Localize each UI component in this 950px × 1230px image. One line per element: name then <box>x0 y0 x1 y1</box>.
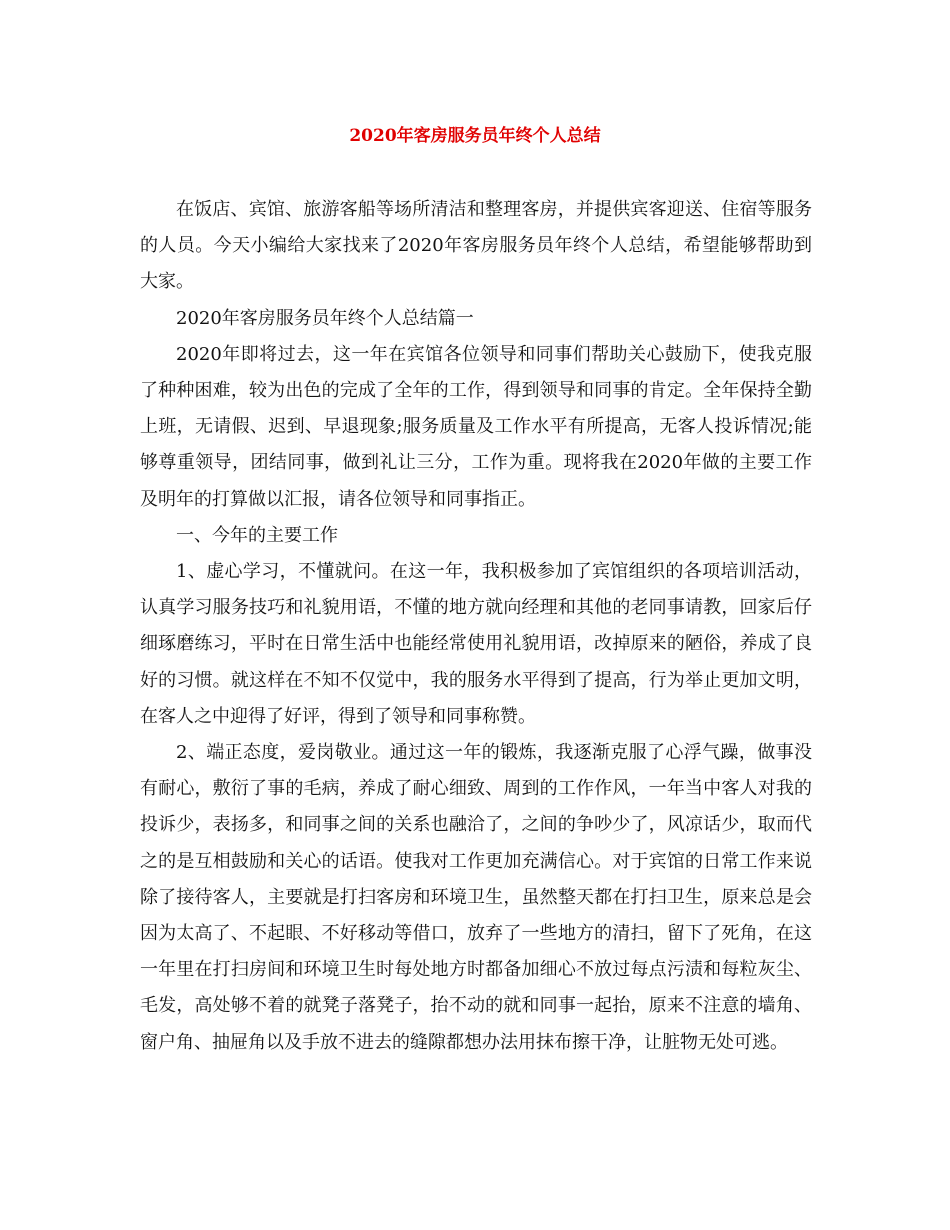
subsection-heading: 一、今年的主要工作 <box>176 524 338 546</box>
section-heading: 2020年客房服务员年终个人总结篇一 <box>176 307 474 329</box>
document-body <box>140 192 812 1061</box>
intro-paragraph: 在饭店、宾馆、旅游客船等场所清洁和整理客房，并提供宾客迎送、住宿等服务的人员。今天小编给大家找来了2020年客房服务员年终个人总结，希望能够帮助到大家。 <box>140 199 812 293</box>
document-title: 2020年客房服务员年终个人总结 <box>349 126 601 146</box>
point-two-paragraph: 2、端正态度，爱岗敬业。通过这一年的锻炼，我逐渐克服了心浮气躁，做事没有耐心，敷衍了事的毛病，养成了耐心细致、周到的工作作风，一年当中客人对我的投诉少，表扬多，和同事之间的关系也融洽了，之间的争吵少了，风凉话少，取而代之的是互相鼓励和关心的话语。使我对工作更加充满信心。对于宾馆的日常工作来说除了接待客人，主要就是打扫客房和环境卫生，虽然整天都在打扫卫生，原来总是会因为太高了、不起眼、不好移动等借口，放弃了一些地方的清扫，留下了死角，在这一年里在打扫房间和环境卫生时每处地方时都备加细心不放过每点污渍和每粒灰尘、毛发，高处够不着的就凳子落凳子，抬不动的就和同事一起抬，原来不注意的墙角、窗户角、抽屉角以及手放不进去的缝隙都想办法用抹布擦干净，让脏物无处可逃。 <box>140 742 812 1053</box>
summary-paragraph: 2020年即将过去，这一年在宾馆各位领导和同事们帮助关心鼓励下，使我克服了种种困难，较为出色的完成了全年的工作，得到领导和同事的肯定。全年保持全勤上班，无请假、迟到、早退现象;服务质量及工作水平有所提高，无客人投诉情况;能够尊重领导，团结同事，做到礼让三分，工作为重。现将我在2020年做的主要工作及明年的打算做以汇报，请各位领导和同事指正。 <box>140 343 813 510</box>
point-one-paragraph: 1、虚心学习，不懂就问。在这一年，我积极参加了宾馆组织的各项培训活动，认真学习服务技巧和礼貌用语，不懂的地方就向经理和其他的老同事请教，回家后仔细琢磨练习，平时在日常生活中也能经常使用礼貌用语，改掉原来的陋俗，养成了良好的习惯。就这样在不知不仅觉中，我的服务水平得到了提高，行为举止更加文明，在客人之中迎得了好评，得到了领导和同事称赞。 <box>140 561 812 727</box>
